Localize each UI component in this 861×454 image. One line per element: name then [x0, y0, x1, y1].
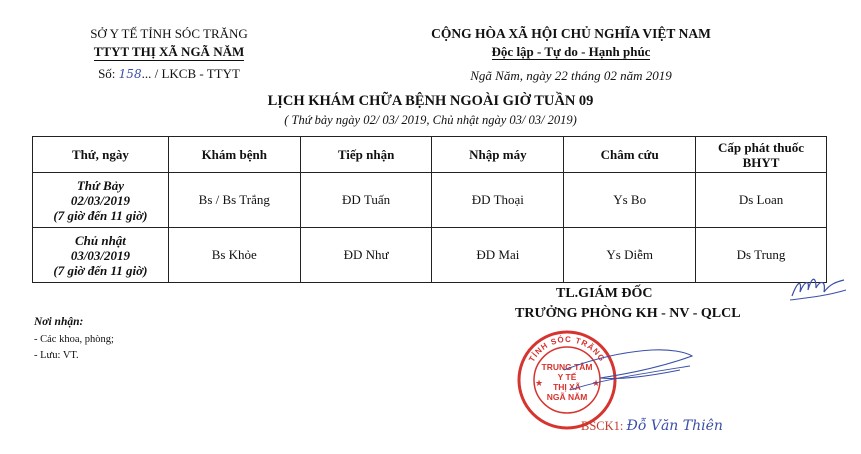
- day-cell: [33, 228, 169, 283]
- recipient-item: - Các khoa, phòng;: [34, 334, 114, 345]
- nation-title: CỘNG HÒA XÃ HỘI CHỦ NGHĨA VIỆT NAM: [431, 26, 711, 41]
- column-header: Khám bệnh: [168, 137, 300, 173]
- day-date: 03/03/2019: [70, 247, 131, 263]
- handwritten-signature: [557, 330, 700, 400]
- svg-text:★: ★: [592, 378, 601, 388]
- stamp-line: THỊ XÃ: [553, 382, 581, 392]
- signer-line: [581, 418, 723, 434]
- signer-title: BSCK1:: [581, 419, 624, 433]
- day-name: Chủ nhật: [74, 232, 126, 248]
- table-cell: ĐD Tuấn: [300, 173, 432, 228]
- schedule-table: [32, 136, 827, 283]
- document-title: LỊCH KHÁM CHỮA BỆNH NGOÀI GIỜ TUẦN 09: [267, 93, 594, 109]
- table-cell: Bs Khỏe: [168, 228, 300, 283]
- table-cell: Ds Loan: [696, 173, 827, 228]
- column-header: Tiếp nhận: [300, 137, 432, 173]
- column-header: Cấp phát thuốc BHYT: [696, 137, 827, 173]
- column-header: Châm cứu: [564, 137, 696, 173]
- table-cell: ĐD Thoại: [432, 173, 564, 228]
- department-name: SỞ Y TẾ TỈNH SÓC TRĂNG: [90, 26, 248, 41]
- date-line: Ngã Năm, ngày 22 tháng 02 năm 2019: [470, 68, 672, 83]
- table-cell: Ys Diễm: [564, 228, 696, 283]
- stamp-line: NGÃ NĂM: [546, 392, 588, 402]
- stamp-outer-text: TỈNH SÓC TRĂNG: [527, 334, 607, 364]
- motto: Độc lập - Tự do - Hạnh phúc: [491, 44, 651, 59]
- header-left: [40, 26, 298, 82]
- column-header: Nhập máy: [432, 137, 564, 173]
- recipients-title: Nơi nhận:: [34, 316, 84, 328]
- document-number-value: 158: [118, 67, 142, 81]
- table-cell: ĐD Mai: [432, 228, 564, 283]
- header-right: [402, 26, 740, 84]
- svg-text:★: ★: [535, 378, 544, 388]
- day-name: Thứ Bảy: [76, 177, 124, 193]
- document-number: Số: 158... / LKCB - TTYT: [98, 66, 240, 81]
- signer-name: Đỗ Văn Thiên: [626, 418, 723, 434]
- recipient-item: - Lưu: VT.: [34, 350, 79, 361]
- signature-title-1: TL.GIÁM ĐỐC: [556, 286, 653, 301]
- table-row: [33, 173, 827, 228]
- table-header-row: [33, 137, 827, 173]
- signature-title-2: TRƯỞNG PHÒNG KH - NV - QLCL: [515, 306, 741, 321]
- table-cell: ĐD Như: [300, 228, 432, 283]
- stamp-line: Y TẾ: [557, 372, 577, 382]
- day-hours: (7 giờ đến 11 giờ): [53, 262, 148, 278]
- day-cell: [33, 173, 169, 228]
- day-hours: (7 giờ đến 11 giờ): [53, 207, 148, 223]
- initials-signature: [786, 270, 848, 310]
- table-cell: Bs / Bs Trắng: [168, 173, 300, 228]
- column-header: Thứ, ngày: [33, 137, 169, 173]
- table-cell: Ys Bo: [564, 173, 696, 228]
- document-subtitle: ( Thứ bảy ngày 02/ 03/ 2019, Chủ nhật ngày 03/ 03/ 2019): [284, 113, 577, 127]
- organization-name: TTYT THỊ XÃ NGÃ NĂM: [93, 44, 245, 59]
- table-row: [33, 228, 827, 283]
- table-cell: Ds Trung: [696, 228, 827, 283]
- day-date: 02/03/2019: [70, 192, 131, 208]
- stamp-line: TRUNG TÂM: [541, 362, 593, 372]
